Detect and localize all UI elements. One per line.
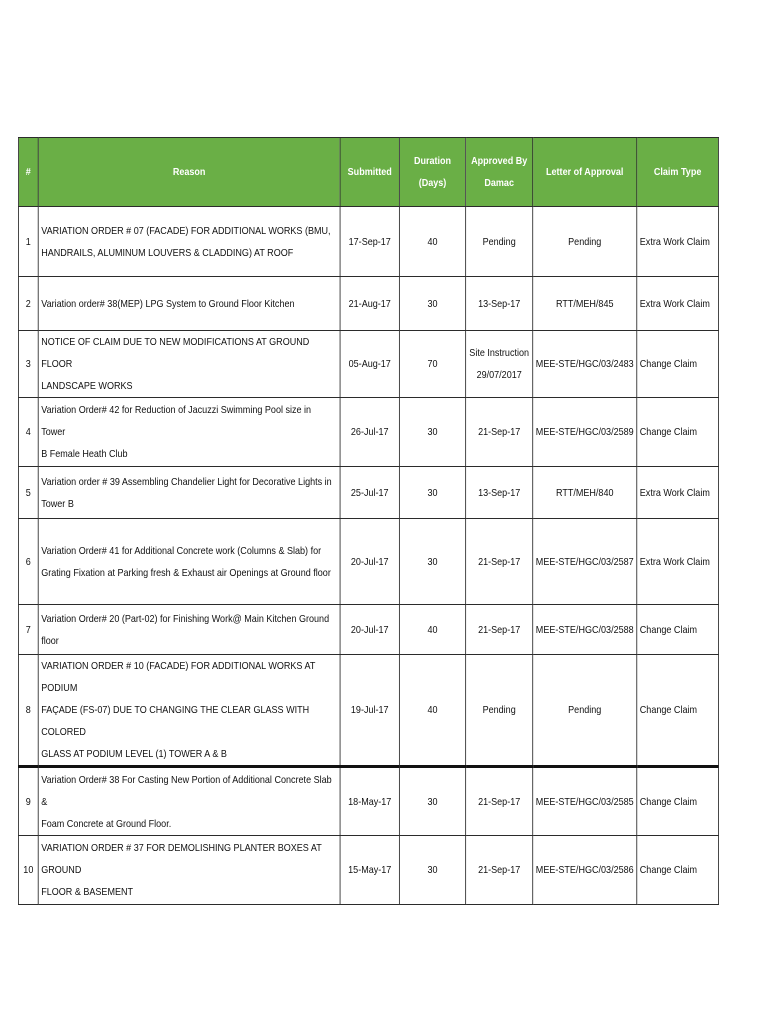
row-duration: 40 [399, 655, 465, 767]
row-claim-type: Change Claim [637, 331, 719, 398]
row-reason [38, 467, 340, 519]
row-number: 8 [18, 655, 38, 767]
row-letter-of-approval: Pending [533, 207, 637, 277]
row-letter-of-approval: RTT/MEH/840 [533, 467, 637, 519]
row-reason [38, 767, 340, 836]
row-number: 3 [18, 331, 38, 398]
row-number: 10 [18, 836, 38, 905]
row-reason-line: NOTICE OF CLAIM DUE TO NEW MODIFICATIONS AT GROUND FLOOR [41, 336, 310, 370]
row-duration: 30 [399, 398, 465, 467]
row-letter-of-approval: MEE-STE/HGC/03/2483 [533, 331, 637, 398]
row-approved-line: 13-Sep-17 [478, 486, 521, 499]
row-submitted: 20-Jul-17 [340, 605, 399, 655]
header-duration-line2: (Days) [418, 177, 447, 189]
row-reason [38, 207, 340, 277]
row-number: 5 [18, 467, 38, 519]
row-duration: 70 [399, 331, 465, 398]
row-approved-line: 13-Sep-17 [478, 297, 521, 310]
table-row [18, 767, 718, 836]
row-number: 1 [18, 207, 38, 277]
row-submitted: 20-Jul-17 [340, 519, 399, 605]
row-reason-line: Variation Order# 20 (Part-02) for Finishing Work@ Main Kitchen Ground [41, 612, 330, 625]
table-row [18, 836, 718, 905]
row-claim-type: Extra Work Claim [637, 277, 719, 331]
row-number: 2 [18, 277, 38, 331]
row-approved-by [466, 767, 533, 836]
row-duration: 30 [399, 467, 465, 519]
claims-body [18, 207, 718, 905]
row-submitted: 18-May-17 [340, 767, 399, 836]
row-claim-type: Change Claim [637, 767, 719, 836]
row-approved-by [466, 467, 533, 519]
row-number: 6 [18, 519, 38, 605]
header-approved-by [466, 138, 533, 207]
row-claim-type: Extra Work Claim [637, 467, 719, 519]
row-reason-line: Tower B [41, 497, 74, 510]
row-duration: 30 [399, 277, 465, 331]
row-approved-by [466, 605, 533, 655]
row-approved-by [466, 277, 533, 331]
row-reason-line: floor [41, 634, 59, 647]
row-reason-line: VARIATION ORDER # 07 (FACADE) FOR ADDITIONAL WORKS (BMU, [41, 224, 331, 237]
row-reason-line: Variation order # 39 Assembling Chandelier Light for Decorative Lights in [41, 475, 332, 488]
row-duration: 40 [399, 207, 465, 277]
row-approved-by [466, 836, 533, 905]
row-reason-line: B Female Heath Club [41, 448, 128, 460]
row-submitted: 19-Jul-17 [340, 655, 399, 767]
row-approved-line: Pending [482, 235, 516, 248]
row-submitted: 17-Sep-17 [340, 207, 399, 277]
row-reason-line: Variation Order# 41 for Additional Concrete work (Columns & Slab) for [41, 544, 322, 557]
table-row [18, 519, 718, 605]
row-claim-type: Extra Work Claim [637, 207, 719, 277]
row-claim-type: Change Claim [637, 605, 719, 655]
row-approved-line: 21-Sep-17 [478, 555, 521, 568]
row-submitted: 05-Aug-17 [340, 331, 399, 398]
header-approved-line2: Damac [484, 177, 514, 189]
header-submitted: Submitted [340, 138, 399, 207]
row-approved-line: 21-Sep-17 [478, 864, 521, 876]
row-approved-by [466, 655, 533, 767]
row-letter-of-approval: MEE-STE/HGC/03/2585 [533, 767, 637, 836]
row-reason-line: Variation Order# 38 For Casting New Portion of Additional Concrete Slab [41, 773, 332, 786]
row-reason-line: VARIATION ORDER # 37 FOR DEMOLISHING PLANTER BOXES AT GROUND [41, 842, 322, 876]
table-row [18, 207, 718, 277]
row-approved-line: Site Instruction [469, 347, 530, 359]
row-approved-by [466, 331, 533, 398]
claims-table [18, 137, 719, 905]
row-claim-type: Change Claim [637, 836, 719, 905]
header-approved-line1: Approved By [471, 155, 528, 167]
row-reason-line: FAÇADE (FS-07) DUE TO CHANGING THE CLEAR GLASS WITH COLORED [41, 704, 310, 738]
row-claim-type: Extra Work Claim [637, 519, 719, 605]
row-approved-line: 21-Sep-17 [478, 623, 521, 636]
row-letter-of-approval: MEE-STE/HGC/03/2586 [533, 836, 637, 905]
row-reason [38, 655, 340, 767]
row-duration: 30 [399, 767, 465, 836]
row-submitted: 21-Aug-17 [340, 277, 399, 331]
row-reason-line: Grating Fixation at Parking fresh & Exhaust air Openings at Ground floor [41, 566, 331, 579]
row-letter-of-approval: MEE-STE/HGC/03/2588 [533, 605, 637, 655]
row-submitted: 15-May-17 [340, 836, 399, 905]
row-duration: 40 [399, 605, 465, 655]
row-reason [38, 331, 340, 398]
row-number: 4 [18, 398, 38, 467]
row-submitted: 25-Jul-17 [340, 467, 399, 519]
row-duration: 30 [399, 836, 465, 905]
row-reason-line: FLOOR & BASEMENT [41, 886, 134, 898]
header-duration-line1: Duration [413, 155, 452, 167]
table-row [18, 277, 718, 331]
row-reason [38, 519, 340, 605]
row-approved-by [466, 519, 533, 605]
row-reason-line: & [41, 795, 48, 808]
header-num: # [18, 138, 38, 207]
header-row [18, 138, 718, 207]
row-reason-line: Variation order# 38(MEP) LPG System to Ground Floor Kitchen [41, 297, 295, 310]
claims-sheet [18, 137, 768, 905]
header-reason: Reason [38, 138, 340, 207]
header-letter-of-approval: Letter of Approval [533, 138, 637, 207]
table-row [18, 467, 718, 519]
row-reason-line: Foam Concrete at Ground Floor. [41, 817, 172, 830]
header-duration [399, 138, 465, 207]
row-reason [38, 277, 340, 331]
row-reason-line: Variation Order# 42 for Reduction of Jacuzzi Swimming Pool size in Tower [41, 404, 312, 438]
row-letter-of-approval: MEE-STE/HGC/03/2589 [533, 398, 637, 467]
table-row [18, 398, 718, 467]
row-reason [38, 398, 340, 467]
row-reason-line: VARIATION ORDER # 10 (FACADE) FOR ADDITIONAL WORKS AT PODIUM [41, 660, 316, 694]
table-row [18, 605, 718, 655]
header-claim-type: Claim Type [637, 138, 719, 207]
row-letter-of-approval: MEE-STE/HGC/03/2587 [533, 519, 637, 605]
row-number: 7 [18, 605, 38, 655]
table-row [18, 655, 718, 767]
row-letter-of-approval: RTT/MEH/845 [533, 277, 637, 331]
row-reason [38, 836, 340, 905]
row-claim-type: Change Claim [637, 398, 719, 467]
row-approved-line: Pending [482, 704, 516, 716]
row-duration: 30 [399, 519, 465, 605]
row-reason-line: HANDRAILS, ALUMINUM LOUVERS & CLADDING) AT ROOF [41, 246, 294, 259]
row-approved-line: 21-Sep-17 [478, 426, 521, 438]
row-letter-of-approval: Pending [533, 655, 637, 767]
table-row [18, 331, 718, 398]
row-approved-by [466, 207, 533, 277]
row-claim-type: Change Claim [637, 655, 719, 767]
row-approved-by [466, 398, 533, 467]
row-reason-line: GLASS AT PODIUM LEVEL (1) TOWER A & B [41, 748, 227, 760]
row-approved-line: 21-Sep-17 [478, 795, 521, 808]
row-number: 9 [18, 767, 38, 836]
row-approved-line: 29/07/2017 [476, 369, 522, 381]
row-submitted: 26-Jul-17 [340, 398, 399, 467]
row-reason [38, 605, 340, 655]
row-reason-line: LANDSCAPE WORKS [41, 380, 133, 392]
